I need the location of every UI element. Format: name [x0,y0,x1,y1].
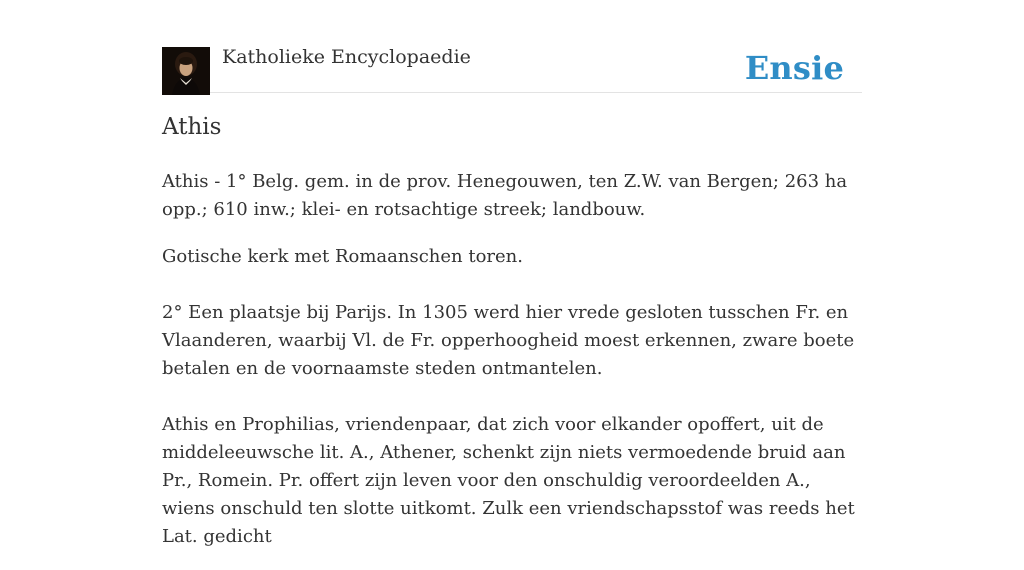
article-title: Athis [162,114,222,140]
paragraph: Athis - 1° Belg. gem. in de prov. Henegouwen, ten Z.W. van Bergen; 263 ha opp.; 610 inw.; klei- en rotsachtige streek; landbouw. [162,171,848,220]
brand-logo[interactable]: Ensie [744,49,844,87]
paragraph: Gotische kerk met Romaanschen toren. [162,246,523,267]
header [162,44,862,93]
paragraph: 2° Een plaatsje bij Parijs. In 1305 werd hier vrede gesloten tusschen Fr. en Vlaanderen, waarbij Vl. de Fr. opperhoogheid moest erkennen, zware boete betalen en de voornaamste steden ontmantelen. [162,302,855,379]
article-body [162,168,862,570]
portrait-avatar-icon [162,47,210,95]
source-name[interactable]: Katholieke Encyclopaedie [222,46,471,68]
source-avatar[interactable] [162,47,210,95]
article-page [162,0,862,547]
paragraph: Athis en Prophilias, vriendenpaar, dat zich voor elkander opoffert, uit de middeleeuwsche lit. A., Athener, schenkt zijn niets vermoedende bruid aan Pr., Romein. Pr. offert zijn leven voor den onschuldig veroordeelden A., wiens onschuld ten slotte uitkomt. Zulk een vriendschapsstof was reeds het Lat. gedicht [162,414,855,547]
